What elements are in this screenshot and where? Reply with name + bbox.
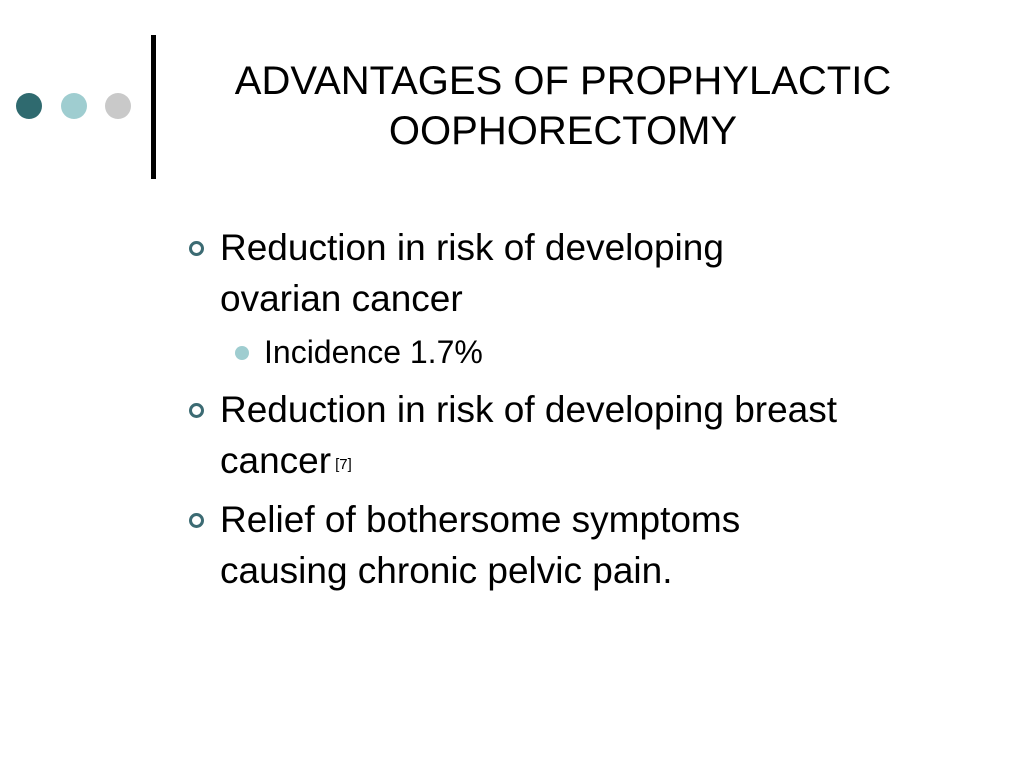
bullet-list (180, 222, 980, 600)
bullet-item-ovarian (180, 222, 980, 324)
slide-title-line-2: OOPHORECTOMY (388, 109, 738, 153)
reference-citation: [7] (335, 456, 352, 473)
bullet-text: cancer (220, 440, 332, 481)
bullet-text-line: Reduction in risk of developing (220, 227, 724, 268)
dark-teal-dot (16, 93, 42, 119)
bullet-item-pelvic-pain (180, 494, 980, 596)
dot-bullet-icon (235, 346, 249, 360)
light-teal-dot (61, 93, 87, 119)
bullet-text-line (220, 435, 980, 490)
title-divider (151, 35, 156, 179)
slide-title (168, 56, 958, 156)
bullet-text-line: Relief of bothersome symptoms (220, 499, 741, 540)
slide-title-line-1: ADVANTAGES OF PROPHYLACTIC (234, 59, 892, 103)
ring-bullet-icon (189, 241, 204, 256)
gray-dot (105, 93, 131, 119)
bullet-text-line: ovarian cancer (220, 278, 463, 319)
sub-bullet-incidence (180, 330, 980, 374)
bullet-text-line: causing chronic pelvic pain. (220, 550, 673, 591)
sub-bullet-text: Incidence 1.7% (264, 334, 483, 370)
bullet-text-line: Reduction in risk of developing breast (220, 389, 838, 430)
decorative-dots (16, 93, 136, 121)
ring-bullet-icon (189, 403, 204, 418)
ring-bullet-icon (189, 513, 204, 528)
bullet-item-breast (180, 384, 980, 490)
